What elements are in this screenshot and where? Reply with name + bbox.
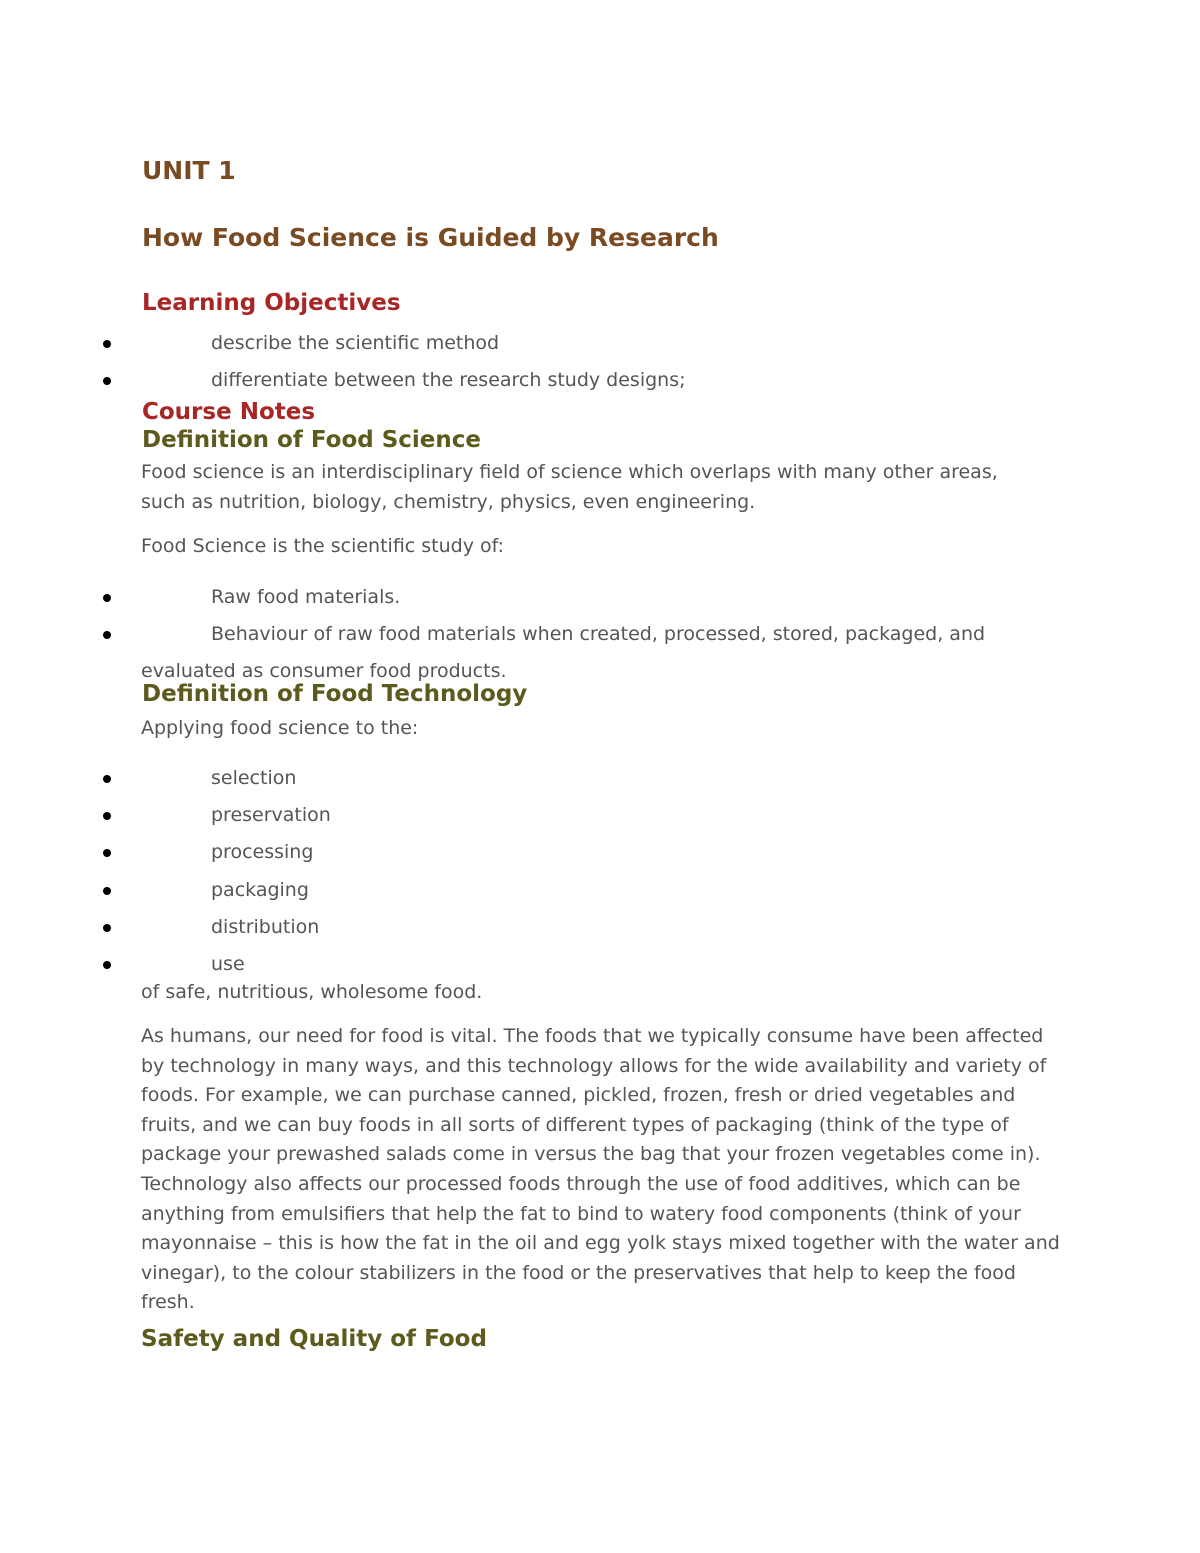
- bullet-icon: [103, 594, 111, 602]
- list-item: describe the scientific method: [211, 332, 500, 354]
- list-item: processing: [211, 841, 314, 863]
- food-technology-closing: of safe, nutritious, wholesome food.: [141, 981, 483, 1003]
- bullet-icon: [103, 631, 111, 639]
- bullet-icon: [103, 775, 111, 783]
- unit-heading: UNIT 1: [142, 156, 236, 185]
- list-item: differentiate between the research study designs;: [211, 369, 686, 391]
- list-item: use: [211, 953, 245, 975]
- food-science-definition-line-1: Food science is an interdisciplinary field of science which overlaps with many other areas,: [141, 461, 998, 483]
- learning-objectives-heading: Learning Objectives: [142, 290, 401, 316]
- bullet-icon: [103, 887, 111, 895]
- food-technology-heading: Definition of Food Technology: [142, 681, 528, 707]
- safety-quality-heading: Safety and Quality of Food: [141, 1326, 487, 1352]
- food-technology-intro: Applying food science to the:: [141, 717, 419, 739]
- food-science-heading: Definition of Food Science: [142, 427, 482, 453]
- list-item: distribution: [211, 916, 320, 938]
- list-item-continuation: evaluated as consumer food products.: [141, 660, 507, 682]
- list-item: selection: [211, 767, 297, 789]
- list-item: Raw food materials.: [211, 586, 401, 608]
- page-title: How Food Science is Guided by Research: [142, 223, 719, 252]
- bullet-icon: [103, 961, 111, 969]
- food-science-definition-line-2: such as nutrition, biology, chemistry, physics, even engineering.: [141, 491, 756, 513]
- bullet-icon: [103, 377, 111, 385]
- food-technology-paragraph: As humans, our need for food is vital. The foods that we typically consume have been affected by technology in many ways, and this technology allows for the wide availability and variety of foods. For example, we can purchase canned, pickled, frozen, fresh or dried vegetables and fruits, and we can buy foods in all sorts of different types of packaging (think of the type of package your prewashed salads come in versus the bag that your frozen vegetables come in). Technology also affects our processed foods through the use of food additives, which can be anything from emulsifiers that help the fat to bind to watery food components (think of your mayonnaise – this is how the fat in the oil and egg yolk stays mixed together with the water and vinegar), to the colour stabilizers in the food or the preservatives that help to keep the food fresh.: [141, 1025, 1060, 1314]
- list-item: preservation: [211, 804, 331, 826]
- course-notes-heading: Course Notes: [142, 399, 316, 425]
- bullet-icon: [103, 924, 111, 932]
- list-item: packaging: [211, 879, 309, 901]
- food-science-intro: Food Science is the scientific study of:: [141, 535, 505, 557]
- bullet-icon: [103, 849, 111, 857]
- bullet-icon: [103, 812, 111, 820]
- list-item: Behaviour of raw food materials when created, processed, stored, packaged, and: [211, 623, 986, 645]
- bullet-icon: [103, 340, 111, 348]
